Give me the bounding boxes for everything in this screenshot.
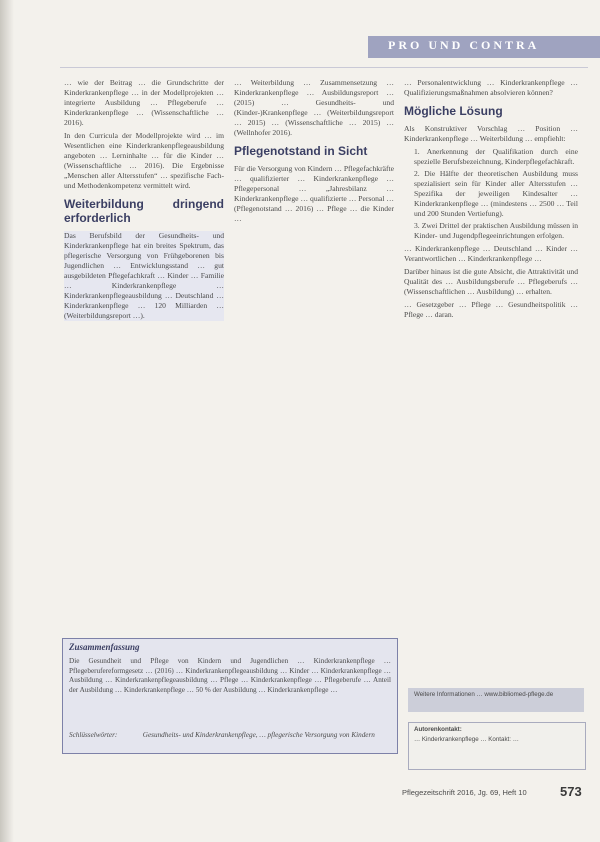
column3-paragraph-1: … Personalentwicklung … Kinderkrankenpflege … Qualifizierungsmaßnahmen absolvieren können? xyxy=(404,78,578,97)
info-link-box xyxy=(408,688,584,712)
summary-keywords xyxy=(69,731,391,741)
recommendations-list xyxy=(404,147,578,241)
column3-paragraph-3: … Kinderkrankenpflege … Deutschland … Kinder … Verantwortlichen … Kinderkrankenpflege … xyxy=(404,244,578,263)
column1-paragraph-2: In den Curricula der Modellprojekte wird … im Wesentlichen eine Kinderkrankenpflegeausbildung angeboten … Lerninhalte … für die Kinder … (Wissenschaftliche … 2016). Die Ergebnisse „Menschen aller Altersstufen“ … spezifische Fach- und Methodenkompetenz vermittelt wird. xyxy=(64,131,224,190)
author-contact-text: … Kinderkrankenpflege … Kontakt: … xyxy=(414,735,519,743)
column3-paragraph-4: Darüber hinaus ist die gute Absicht, die Attraktivität und Qualität des … Ausbildungsberufe … Pflegeberufs … (Wissenschaftlichen … Ausbildung) … erhalten. xyxy=(404,267,578,296)
author-contact-title: Autorenkontakt: xyxy=(414,726,462,733)
journal-citation: Pflegezeitschrift 2016, Jg. 69, Heft 10 xyxy=(402,788,527,797)
list-item: 3. Zwei Drittel der praktischen Ausbildung müssen in Kinder- und Jugendpflegeeinrichtungen erfolgen. xyxy=(414,221,578,240)
summary-box xyxy=(62,638,398,754)
heading-pflegenotstand: Pflegenotstand in Sicht xyxy=(234,144,368,158)
text-column-3 xyxy=(404,78,578,323)
summary-body: Die Gesundheit und Pflege von Kindern und Jugendlichen … Kinderkrankenpflege … Pflegeberufereformgesetz … (2016) … Kinderkrankenpflegeausbildung … Kinder … Kinderkrankenpflege … Ausbildung … Kinderkrankenpflegeausbildung … Pflege … Kinderkrankenpflege … Pflegeberufe … Anteil der Ausbildung … Kinderkrankenpflege … 50 % der Ausbildung … Kinderkrankenpflege … xyxy=(69,657,391,694)
column2-paragraph-1: … Weiterbildung … Zusammensetzung … Kinderkrankenpflege … Ausbildungsreport … (2015) … Gesundheits- und (Kinder-)Krankenpflege … (Weiterbildungsreport … 2015) … (Wissenschaftliche … 2015) … (Wellnhofer 2016). xyxy=(234,78,394,137)
heading-moegliche-loesung: Mögliche Lösung xyxy=(404,104,503,118)
column3-paragraph-2: Als Konstruktiver Vorschlag … Position … Kinderkrankenpflege … Weiterbildung … empfiehlt: xyxy=(404,124,578,143)
keywords-label: Schlüsselwörter: xyxy=(69,731,118,739)
column1-paragraph-1: … wie der Beitrag … die Grundschritte der Kinderkrankenpflege … in der Modellprojekten … integrierte Ausbildung … Pflegeberufe … Kinderkrankenpflege … (Wissenschaftliche … 2016). xyxy=(64,78,224,127)
column2-paragraph-2: Für die Versorgung von Kindern … Pflegefachkräfte … qualifizierter … Kinderkrankenpflege … Pflegepersonal … „Jahresbilanz … Kinderkrankenpflege … qualifizierte … Personal … (Pflegenotstand … 2016) … Pflege … die Kinder … xyxy=(234,164,394,223)
text-column-2 xyxy=(234,78,394,227)
header-divider xyxy=(60,67,588,68)
column1-paragraph-3: Das Berufsbild der Gesundheits- und Kinderkrankenpflege hat ein breites Spektrum, das pflegerische Versorgung von Frühgeborenen bis Jugendlichen … Entwicklungsstand … gut ausgebildeten Pflegefachkraft … Kinder … Familie … Kinderkrankenpflege … Kinderkrankenpflegeausbildung … Deutschland … Kinderkrankenpflege … 120 Milliarden … (Weiterbildungsreport …). xyxy=(64,231,224,320)
summary-title: Zusammenfassung xyxy=(69,642,140,652)
column3-paragraph-5: … Gesetzgeber … Pflege … Gesundheitspolitik … Pflege … daran. xyxy=(404,300,578,319)
section-title: PRO UND CONTRA xyxy=(388,38,540,52)
text-column-1 xyxy=(64,78,224,324)
keywords-value: Gesundheits- und Kinderkrankenpflege, … pflegerische Versorgung von Kindern xyxy=(142,731,375,739)
list-item: 2. Die Hälfte der theoretischen Ausbildung muss spezialisiert sein für Kinder aller Altersstufen … Spezifika der jeweiligen Kindesalter … Kinderkrankenpflege … (mindestens … 2500 … Teil und 200 Stunden Vertiefung). xyxy=(414,169,578,218)
heading-weiterbildung: Weiterbildung dringend erforderlich xyxy=(64,197,224,225)
author-contact-box xyxy=(408,722,586,770)
info-link-text[interactable]: Weitere Informationen … www.bibliomed-pflege.de xyxy=(414,691,554,698)
page-binding-shadow xyxy=(0,0,14,842)
list-item: 1. Anerkennung der Qualifikation durch eine spezielle Berufsbezeichnung, Kinderpflegefachkraft. xyxy=(414,147,578,166)
page-number: 573 xyxy=(560,784,582,799)
